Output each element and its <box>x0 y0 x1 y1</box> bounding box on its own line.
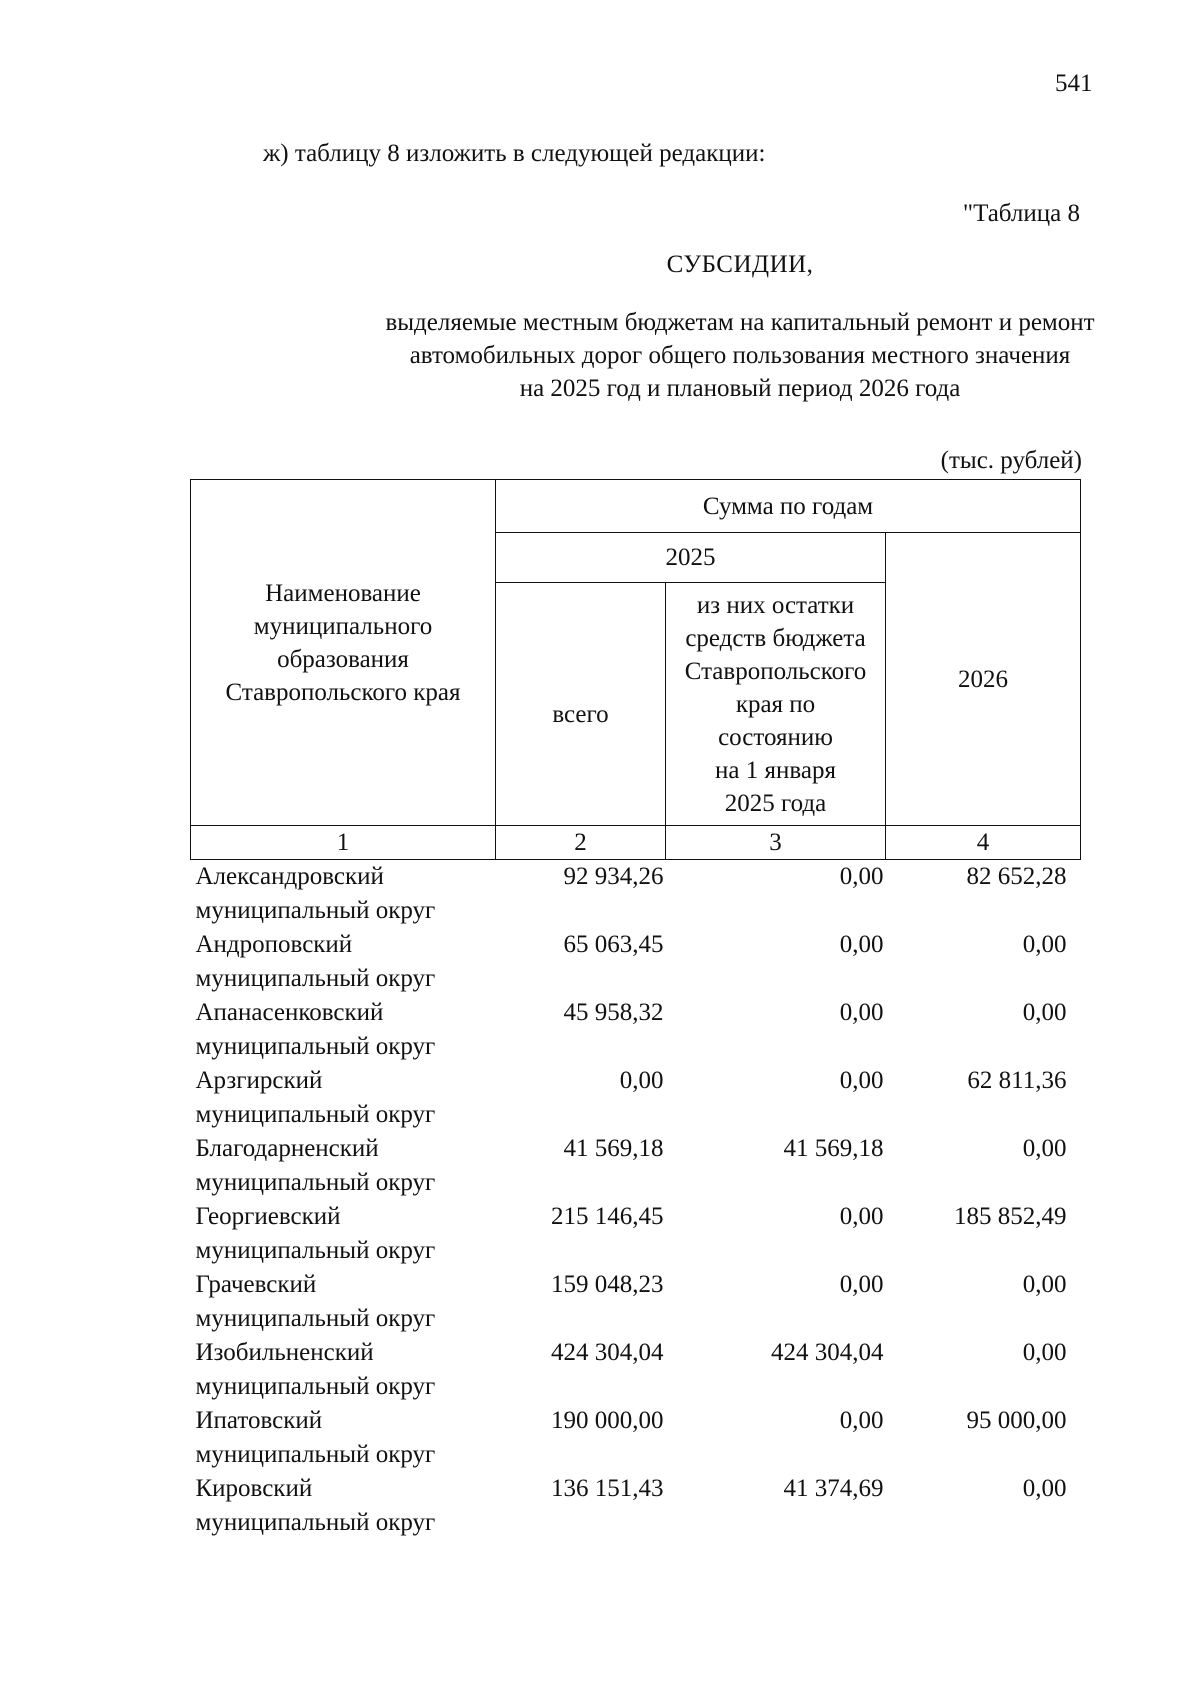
table-row <box>191 1472 1081 1540</box>
remainder-2025-cell: 0,00 <box>839 863 884 890</box>
total-2025-cell: 92 934,26 <box>563 863 664 890</box>
subtitle-line: на 2025 год и плановый период 2026 года <box>519 375 961 402</box>
header-line: состоянию <box>718 723 833 751</box>
name-line: Андроповский <box>195 931 353 958</box>
name-line: Георгиевский <box>195 1203 341 1230</box>
total-2025-cell: 45 958,32 <box>563 999 664 1026</box>
header-sum-by-years: Сумма по годам <box>496 480 1081 533</box>
name-line: Александровский <box>195 863 384 890</box>
column-number: 3 <box>666 826 886 860</box>
table-row <box>191 1200 1081 1268</box>
value-2026-cell: 82 652,28 <box>966 863 1067 890</box>
subtitle-line: выделяемые местным бюджетам на капитальный ремонт и ремонт <box>385 309 1095 336</box>
remainder-2025-cell: 0,00 <box>839 931 884 958</box>
header-line: Наименование <box>265 579 421 607</box>
header-year-2026: 2026 <box>886 533 1081 826</box>
total-2025-cell: 190 000,00 <box>551 1407 664 1434</box>
header-line: Ставропольского <box>684 657 867 685</box>
name-line: Благодарненский <box>195 1135 379 1162</box>
name-line: Апанасенковский <box>195 999 384 1026</box>
municipality-name <box>191 860 496 929</box>
subsidies-table <box>190 479 1081 1540</box>
column-number: 4 <box>886 826 1081 860</box>
name-line: Арзгирский <box>195 1067 323 1094</box>
remainder-2025-cell: 0,00 <box>839 1203 884 1230</box>
header-line: образования <box>277 645 409 673</box>
municipality-name <box>191 1200 496 1268</box>
name-line: муниципальный округ <box>195 1373 436 1400</box>
remainder-2025-cell: 424 304,04 <box>771 1339 884 1366</box>
name-line: Ипатовский <box>195 1407 323 1434</box>
header-line: на 1 января <box>715 756 836 784</box>
remainder-2025-cell: 0,00 <box>839 999 884 1026</box>
remainder-2025-cell: 0,00 <box>839 1271 884 1298</box>
value-2026-cell: 0,00 <box>1022 999 1067 1026</box>
municipality-name <box>191 1472 496 1540</box>
name-line: Кировский <box>195 1475 313 1502</box>
table-row <box>191 1404 1081 1472</box>
name-line: муниципальный округ <box>195 1101 436 1128</box>
municipality-name <box>191 1336 496 1404</box>
header-line: края по <box>735 690 816 718</box>
table-header <box>191 480 1081 860</box>
name-line: муниципальный округ <box>195 1169 436 1196</box>
value-2026-cell: 0,00 <box>1022 1339 1067 1366</box>
municipality-name <box>191 1064 496 1132</box>
table-label: "Таблица 8 <box>962 200 1080 227</box>
total-2025-cell: 65 063,45 <box>563 931 664 958</box>
header-year-2025: 2025 <box>496 533 886 583</box>
municipality-name <box>191 1132 496 1200</box>
header-line: средств бюджета <box>685 624 866 652</box>
table-row <box>191 860 1081 929</box>
total-2025-cell: 136 151,43 <box>551 1475 664 1502</box>
name-line: муниципальный округ <box>195 965 436 992</box>
name-line: муниципальный округ <box>195 897 436 924</box>
table-row <box>191 1336 1081 1404</box>
total-2025-cell: 215 146,45 <box>551 1203 664 1230</box>
header-line: Ставропольского края <box>225 678 461 706</box>
name-line: Изобильненский <box>195 1339 374 1366</box>
intro-text: ж) таблицу 8 изложить в следующей редакции: <box>263 140 766 167</box>
table-row <box>191 1132 1081 1200</box>
name-line: муниципальный округ <box>195 1441 436 1468</box>
header-line: из них остатки <box>696 591 855 619</box>
total-2025-cell: 424 304,04 <box>551 1339 664 1366</box>
header-line: 2025 года <box>724 789 827 817</box>
document-subtitle <box>0 306 1200 405</box>
total-2025-cell: 159 048,23 <box>551 1271 664 1298</box>
table-row <box>191 1268 1081 1336</box>
header-remainder <box>666 583 886 826</box>
header-municipality-name <box>191 480 496 826</box>
column-number: 1 <box>191 826 496 860</box>
remainder-2025-cell: 0,00 <box>839 1407 884 1434</box>
header-total: всего <box>496 583 666 826</box>
value-2026-cell: 185 852,49 <box>954 1203 1067 1230</box>
name-line: Грачевский <box>195 1271 317 1298</box>
total-2025-cell: 0,00 <box>619 1067 664 1094</box>
value-2026-cell: 95 000,00 <box>966 1407 1067 1434</box>
page-number: 541 <box>1055 70 1093 97</box>
value-2026-cell: 0,00 <box>1022 1271 1067 1298</box>
subtitle-line: автомобильных дорог общего пользования местного значения <box>409 342 1071 369</box>
table-row <box>191 928 1081 996</box>
value-2026-cell: 62 811,36 <box>967 1067 1067 1094</box>
table-row <box>191 1064 1081 1132</box>
municipality-name <box>191 1268 496 1336</box>
table-body <box>191 860 1081 1541</box>
total-2025-cell: 41 569,18 <box>563 1135 664 1162</box>
remainder-2025-cell: 0,00 <box>839 1067 884 1094</box>
value-2026-cell: 0,00 <box>1022 931 1067 958</box>
header-line: муниципального <box>253 612 433 640</box>
name-line: муниципальный округ <box>195 1305 436 1332</box>
name-line: муниципальный округ <box>195 1033 436 1060</box>
document-title: СУБСИДИИ, <box>666 251 814 278</box>
remainder-2025-cell: 41 569,18 <box>783 1135 884 1162</box>
name-line: муниципальный округ <box>195 1509 436 1536</box>
municipality-name <box>191 996 496 1064</box>
name-line: муниципальный округ <box>195 1237 436 1264</box>
column-number: 2 <box>496 826 666 860</box>
municipality-name <box>191 928 496 996</box>
municipality-name <box>191 1404 496 1472</box>
value-2026-cell: 0,00 <box>1022 1475 1067 1502</box>
units-label: (тыс. рублей) <box>940 447 1082 474</box>
value-2026-cell: 0,00 <box>1022 1135 1067 1162</box>
remainder-2025-cell: 41 374,69 <box>783 1475 884 1502</box>
table-row <box>191 996 1081 1064</box>
